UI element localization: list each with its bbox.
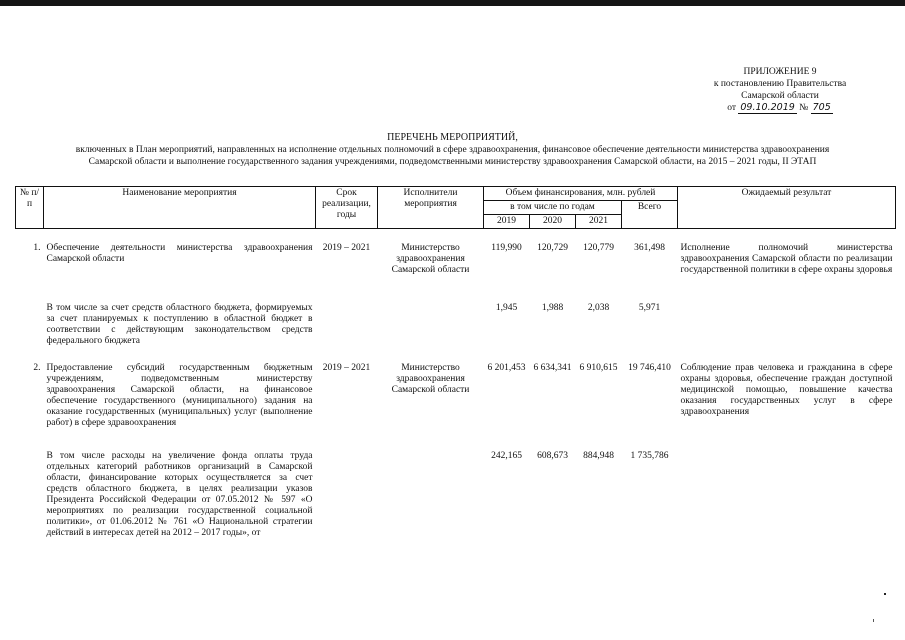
header-2019: 2019 [484,215,530,229]
handwritten-date: 09.10.2019 [740,102,795,113]
row-2020: 120,729 [537,243,568,253]
row-2021: 6 910,615 [579,362,618,373]
scan-speck [884,593,886,595]
row-result: Исполнение полномочий министерства здравоохранения Самарской области по реализации государственной политики в сфере охраны здоровья [680,243,893,275]
row-total: 5,971 [638,302,661,313]
row-name: Обеспечение деятельности министерства здравоохранения Самарской области [46,243,313,264]
row-2019: 1,945 [495,302,518,313]
handwritten-number: 705 [812,102,831,113]
row-num [16,445,44,539]
row-result: Соблюдение прав человека и гражданина в сфере охраны здоровья, обеспечение граждан доступной медицинской помощью, повышение качества оказания государственных услуг в сфере здравоохранения [680,362,893,417]
row-2019: 119,990 [491,243,522,253]
row-2020: 1,988 [541,302,564,313]
row-2020: 6 634,341 [533,362,572,373]
document-subtitle-line2: Самарской области и выполнение государственного задания учреждениями, подведомственными министерству здравоохранения Самарской области, на 2015 – 2021 годы, II ЭТАП [88,157,817,167]
row-result [678,291,896,359]
appendix-title: ПРИЛОЖЕНИЕ 9 [743,67,817,77]
row-term [316,445,378,539]
row-name: В том числе расходы на увеличение фонда оплаты труда отдельных категорий работников организаций в Самарской области, финансирование которых осуществляется за счет средств областного бюджета, в целях реализации указов Президента Российской Федерации от 07.05.2012 № 597 «О мероприятиях по реализации государственной социальной политики», от 01.06.2012 № 761 «О Национальной стратегии действий в интересах детей на 2012 – 2017 годы», от [46,450,313,538]
row-2019: 242,165 [491,450,522,461]
row-executors [378,445,484,539]
row-total: 1 735,786 [630,450,669,461]
row-num [16,291,44,359]
header-executors: Исполнители мероприятия [378,187,484,229]
row-2021: 884,948 [583,450,614,461]
header-total: Всего [622,201,678,229]
scan-top-border [0,0,905,6]
row-name: В том числе за счет средств областного бюджета, формируемых за счет планируемых к поступлению в областной бюджет в соответствии с действующим законодательством средств федерального бюджета [46,302,313,346]
header-num: № п/п [16,187,44,229]
row-term [316,291,378,359]
appendix-date-line [690,102,870,114]
date-prefix: от [727,103,737,113]
header-2020: 2020 [530,215,576,229]
row-2021: 2,038 [587,302,610,313]
number-prefix: № [799,103,809,113]
row-num: 2. [33,362,41,373]
row-name: Предоставление субсидий государственным бюджетным учреждениям, подведомственным министерству здравоохранения Самарской области, на финансовое обеспечение государственного (муниципального) задания на оказание государственных (муниципальных) услуг (выполнение работ) в сфере здравоохранения [46,362,313,428]
header-term: Срок реализации, годы [316,187,378,229]
row-total: 361,498 [634,243,665,253]
measures-table [15,186,896,539]
table-row [16,229,896,291]
row-result [678,445,896,539]
table-row [16,359,896,445]
row-term: 2019 – 2021 [322,243,371,253]
row-executors: Министерство здравоохранения Самарской области [391,362,470,395]
header-result: Ожидаемый результат [678,187,896,229]
appendix-line3: Самарской области [741,91,819,101]
header-funding: Объем финансирования, млн. рублей [484,187,678,201]
header-name: Наименование мероприятия [44,187,316,229]
header-by-years: в том числе по годам [484,201,622,215]
row-2020: 608,673 [537,450,568,461]
row-num: 1. [33,243,41,253]
row-executors: Министерство здравоохранения Самарской области [391,243,470,275]
row-executors [378,291,484,359]
row-total: 19 746,410 [628,362,671,373]
document-subtitle-line1: включенных в План мероприятий, направленных на исполнение отдельных полномочий в сфере здравоохранения, финансовое обеспечение деятельности министерства здравоохранения [75,145,830,155]
table-row [16,291,896,359]
row-2019: 6 201,453 [487,362,526,373]
document-title: ПЕРЕЧЕНЬ МЕРОПРИЯТИЙ, [387,132,518,143]
appendix-block [690,66,870,114]
appendix-line2: к постановлению Правительства [713,79,847,89]
row-2021: 120,779 [583,243,614,253]
header-2021: 2021 [576,215,622,229]
scan-speck [873,619,874,622]
row-term: 2019 – 2021 [322,362,371,373]
table-row [16,445,896,539]
